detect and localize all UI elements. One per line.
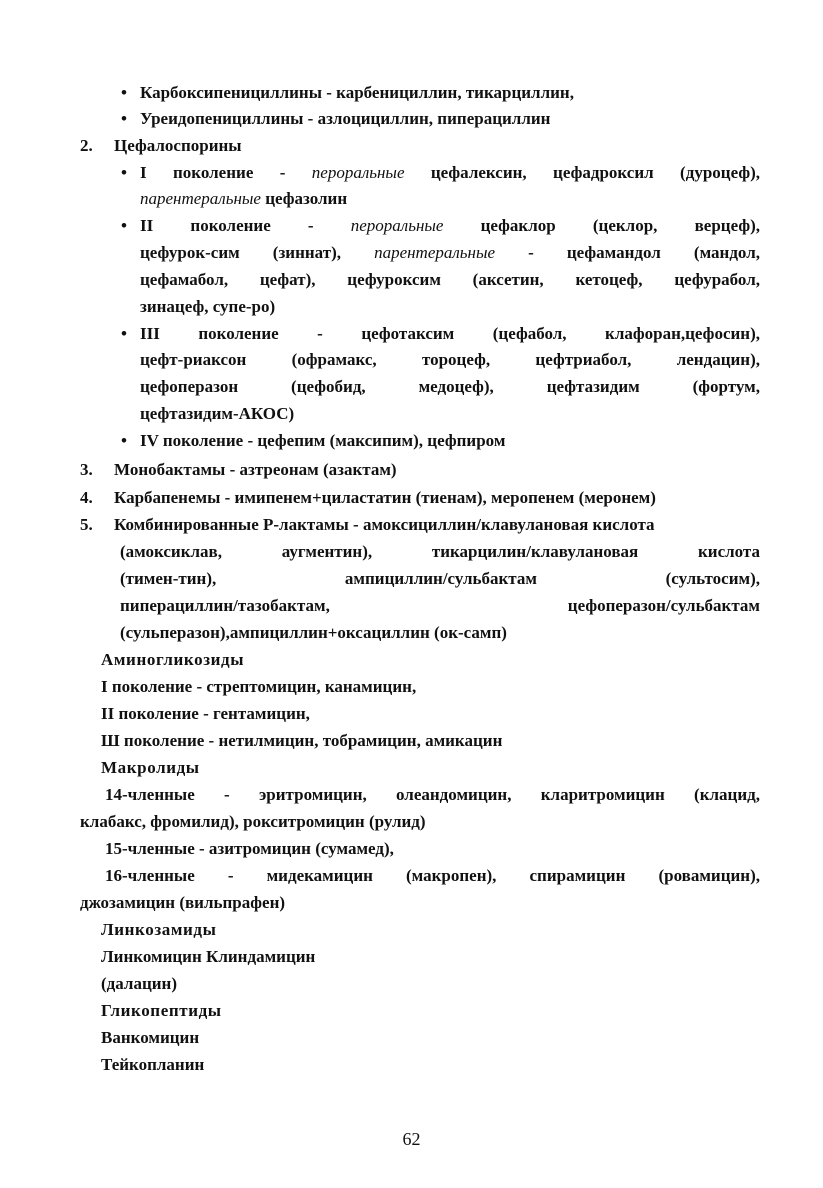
bullet-marker: • xyxy=(121,109,127,128)
bullet-marker: • xyxy=(121,83,127,102)
bullet-marker: • xyxy=(121,163,127,182)
bullet-marker: • xyxy=(121,431,127,450)
combined-line3: (тимен-тин), ампициллин/сульбактам (сультосим), xyxy=(120,569,760,588)
gen3-line4: цефтазидим-АКОС) xyxy=(140,404,295,423)
heading-monobactams: Монобактамы - азтреонам (азактам) xyxy=(114,460,397,479)
list-number: 3. xyxy=(80,460,93,479)
list-item-ureidopenicillins: Уреидопенициллины - азлоцициллин, пиперациллин xyxy=(140,109,551,128)
bullet-marker: • xyxy=(121,216,127,235)
list-number: 4. xyxy=(80,488,93,507)
macrolides-14-line2: клабакс, фромилид), рокситромицин (рулид) xyxy=(80,812,426,831)
macrolides-15: 15-членные - азитромицин (сумамед), xyxy=(105,839,394,858)
heading-cephalosporins: Цефалоспорины xyxy=(114,136,242,155)
gen3-line2: цефт-риаксон (офрамакс, тороцеф, цефтриабол, лендацин), xyxy=(140,350,760,369)
heading-aminoglycosides: Аминогликозиды xyxy=(101,650,245,669)
gen3-line3: цефоперазон (цефобид, медоцеф), цефтазидим (фортум, xyxy=(140,377,760,396)
glycopeptides-line2: Тейкопланин xyxy=(101,1055,205,1074)
lincosamides-line1: Линкомицин Клиндамицин xyxy=(101,947,316,966)
list-number: 2. xyxy=(80,136,93,155)
gen2-line3: цефамабол, цефат), цефуроксим (аксетин, кетоцеф, цефурабол, xyxy=(140,270,760,289)
macrolides-16-line1: 16-членные - мидекамицин (макропен), спирамицин (ровамицин), xyxy=(105,866,760,885)
gen2-line1: II поколение - пероральные цефаклор (цеклор, верцеф), xyxy=(140,216,760,235)
gen1-line1: I поколение - пероральные цефалексин, цефадроксил (дуроцеф), xyxy=(140,163,760,182)
macrolides-16-line2: джозамицин (вильпрафен) xyxy=(80,893,286,912)
list-number: 5. xyxy=(80,515,93,534)
heading-macrolides: Макролиды xyxy=(101,758,200,777)
aminoglycosides-gen1: I поколение - стрептомицин, канамицин, xyxy=(101,677,417,696)
heading-lincosamides: Линкозамиды xyxy=(101,920,217,939)
heading-glycopeptides: Гликопептиды xyxy=(101,1001,222,1020)
macrolides-14-line1: 14-членные - эритромицин, олеандомицин, кларитромицин (клацид, xyxy=(105,785,760,804)
gen2-line4: зинацеф, супе-ро) xyxy=(140,297,276,316)
list-item-carboxypenicillins: Карбоксипенициллины - карбенициллин, тикарциллин, xyxy=(140,83,574,102)
combined-line5: (сульперазон),ампициллин+оксациллин (ок-самп) xyxy=(120,623,507,642)
heading-carbapenems: Карбапенемы - имипенем+циластатин (тиенам), меропенем (меронем) xyxy=(114,488,656,507)
combined-line2: (амоксиклав, аугментин), тикарцилин/клавулановая кислота xyxy=(120,542,760,561)
aminoglycosides-gen2: II поколение - гентамицин, xyxy=(101,704,310,723)
aminoglycosides-gen3: Ш поколение - нетилмицин, тобрамицин, амикацин xyxy=(101,731,503,750)
gen1-line2: парентеральные цефазолин xyxy=(140,189,348,208)
heading-combined: Комбинированные Р-лактамы - амоксициллин/клавулановая кислота xyxy=(114,515,655,534)
page-number: 62 xyxy=(402,1129,421,1149)
bullet-marker: • xyxy=(121,324,127,343)
glycopeptides-line1: Ванкомицин xyxy=(101,1028,200,1047)
gen4-line: IV поколение - цефепим (максипим), цефпиром xyxy=(140,431,506,450)
combined-line4: пиперациллин/тазобактам, цефоперазон/сульбактам xyxy=(120,596,760,615)
gen2-line2: цефурок-сим (зиннат), парентеральные - цефамандол (мандол, xyxy=(140,243,760,262)
gen3-line1: III поколение - цефотаксим (цефабол, клафоран,цефосин), xyxy=(140,324,760,343)
lincosamides-line2: (далацин) xyxy=(101,974,177,993)
